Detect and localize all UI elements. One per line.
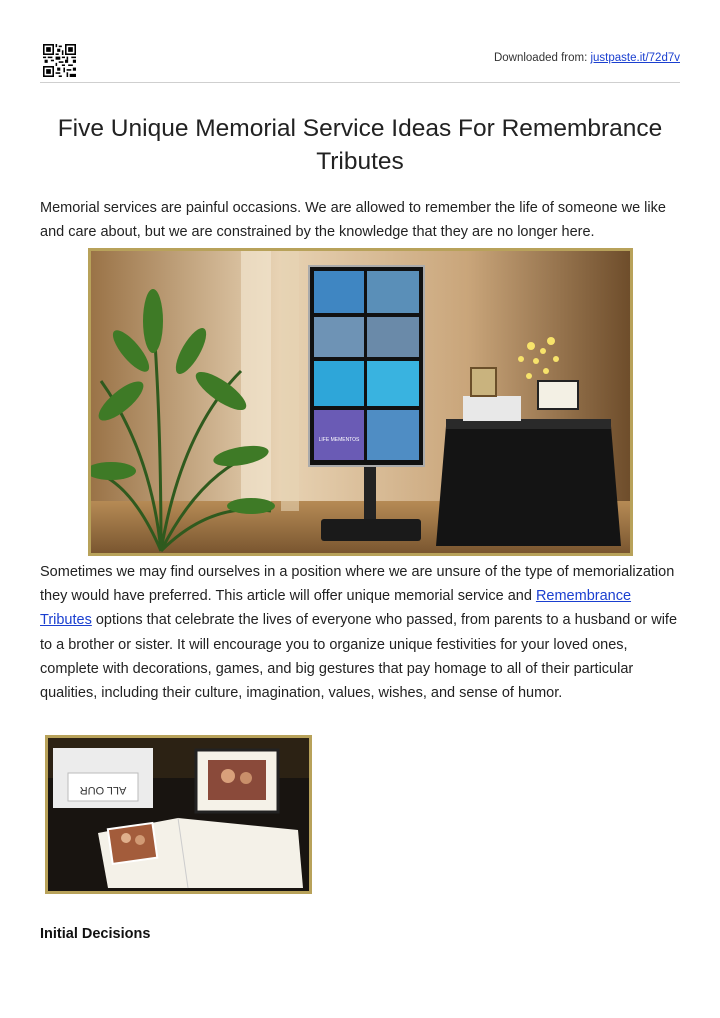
- section-heading: Initial Decisions: [40, 926, 151, 942]
- download-source: [494, 52, 680, 64]
- printer-strip-text: ALL OUR: [79, 784, 127, 796]
- qr-code-icon: [43, 44, 76, 77]
- screen-logo-text: LIFE MEMENTOS: [318, 437, 360, 443]
- body-text-end: options that celebrate the lives of everyone who passed, from parents to a husband or wife to a brother or sister. It will encourage you to organize unique festivities for your loved ones, complete with decorations, games, and big gestures that pay homage to all of their particular qualities, including their culture, imagination, values, wishes, and sense of humor.: [40, 612, 678, 702]
- body-paragraph: [40, 560, 685, 705]
- download-prefix: Downloaded from:: [493, 52, 591, 64]
- article-title: Five Unique Memorial Service Ideas For Remembrance Tributes: [57, 115, 663, 175]
- memorial-display-photo: [88, 248, 633, 556]
- body-text-start: Sometimes we may find ourselves in a position where we are unsure of the type of memorialization they would have preferred. This article will offer unique memorial service and: [40, 564, 675, 605]
- header-divider: [40, 82, 680, 83]
- remembrance-tributes-link[interactable]: Remembrance Tributes: [40, 588, 632, 629]
- guestbook-photo: [45, 735, 312, 894]
- download-link[interactable]: justpaste.it/72d7v: [590, 52, 680, 64]
- intro-paragraph: Memorial services are painful occasions. We are allowed to remember the life of someone we like and care about, but we are constrained by the knowledge that they are no longer here.: [40, 200, 666, 241]
